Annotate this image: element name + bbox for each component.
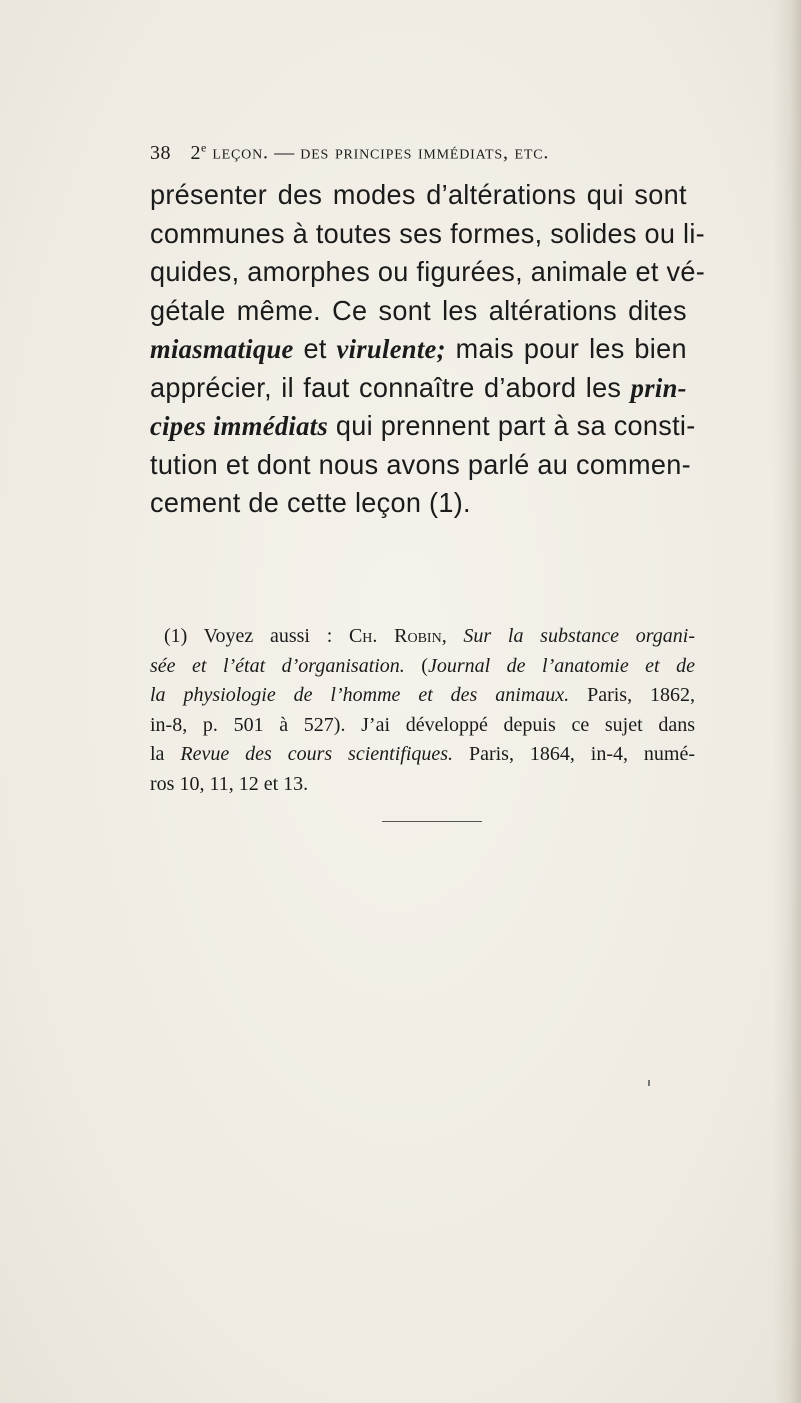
body-line	[150, 330, 687, 369]
footnote-fragment: ,	[441, 625, 464, 647]
italic-title: la physiologie de l’homme et des animaux.	[150, 684, 570, 706]
body-line	[150, 369, 687, 408]
body-fragment: mais pour les bien	[445, 333, 687, 364]
italic-term: virulente;	[336, 334, 446, 364]
footnote-fragment: Paris, 1864, in-4, numé-	[453, 743, 696, 765]
page-number: 38	[150, 141, 171, 164]
italic-title: sée et l’état d’organisation.	[150, 654, 405, 677]
body-fragment: et	[293, 333, 337, 364]
header-title: des principes immédiats, etc.	[300, 141, 550, 164]
body-line: gétale même. Ce sont les altérations dites	[150, 294, 687, 326]
lecon-number	[191, 142, 207, 164]
body-line: tution et dont nous avons parlé au commen-	[150, 448, 691, 480]
footnote-line: ros 10, 11, 12 et 13.	[150, 772, 309, 795]
footnote	[150, 622, 695, 799]
footnote-line	[150, 652, 695, 682]
lecon-number-sup: e	[201, 140, 207, 154]
body-fragment: qui prennent part à sa consti-	[328, 410, 696, 441]
running-header	[150, 140, 690, 165]
footnote-line	[150, 622, 695, 652]
italic-title: Sur la substance organi-	[463, 625, 696, 647]
italic-title: Journal de l’anatomie et de	[427, 654, 695, 677]
italic-term: prin-	[630, 372, 687, 403]
italic-title: Revue des cours scientifiques.	[180, 743, 454, 765]
italic-term: cipes immédiats	[150, 411, 329, 441]
body-line	[150, 407, 696, 446]
lecon-word: leçon.	[212, 141, 269, 164]
paper-speck	[648, 1080, 650, 1086]
page-edge-shadow	[773, 0, 801, 1403]
body-line: communes à toutes ses formes, solides ou li-	[150, 217, 705, 249]
body-fragment: apprécier, il faut connaître d’abord les	[150, 371, 631, 403]
footnote-fragment: (	[404, 654, 428, 677]
footnote-line: in-8, p. 501 à 527). J’ai développé depuis ce sujet dans	[150, 713, 695, 736]
header-dash: —	[274, 141, 295, 164]
body-line: quides, amorphes ou figurées, animale et vé-	[150, 256, 706, 287]
footnote-line	[150, 681, 695, 711]
footnote-fragment: (1) Voyez aussi :	[164, 625, 349, 647]
italic-term: miasmatique	[150, 334, 294, 364]
separator-rule	[382, 821, 482, 822]
body-line: cement de cette leçon (1).	[150, 487, 471, 518]
body-line: présenter des modes d’altérations qui sont	[150, 179, 687, 210]
lecon-number-digit: 2	[190, 141, 201, 164]
footnote-fragment: Paris, 1862,	[569, 684, 696, 706]
main-paragraph	[150, 176, 706, 523]
author-name: Ch. Robin	[348, 625, 442, 647]
footnote-line	[150, 740, 695, 770]
footnote-fragment: la	[150, 743, 181, 765]
